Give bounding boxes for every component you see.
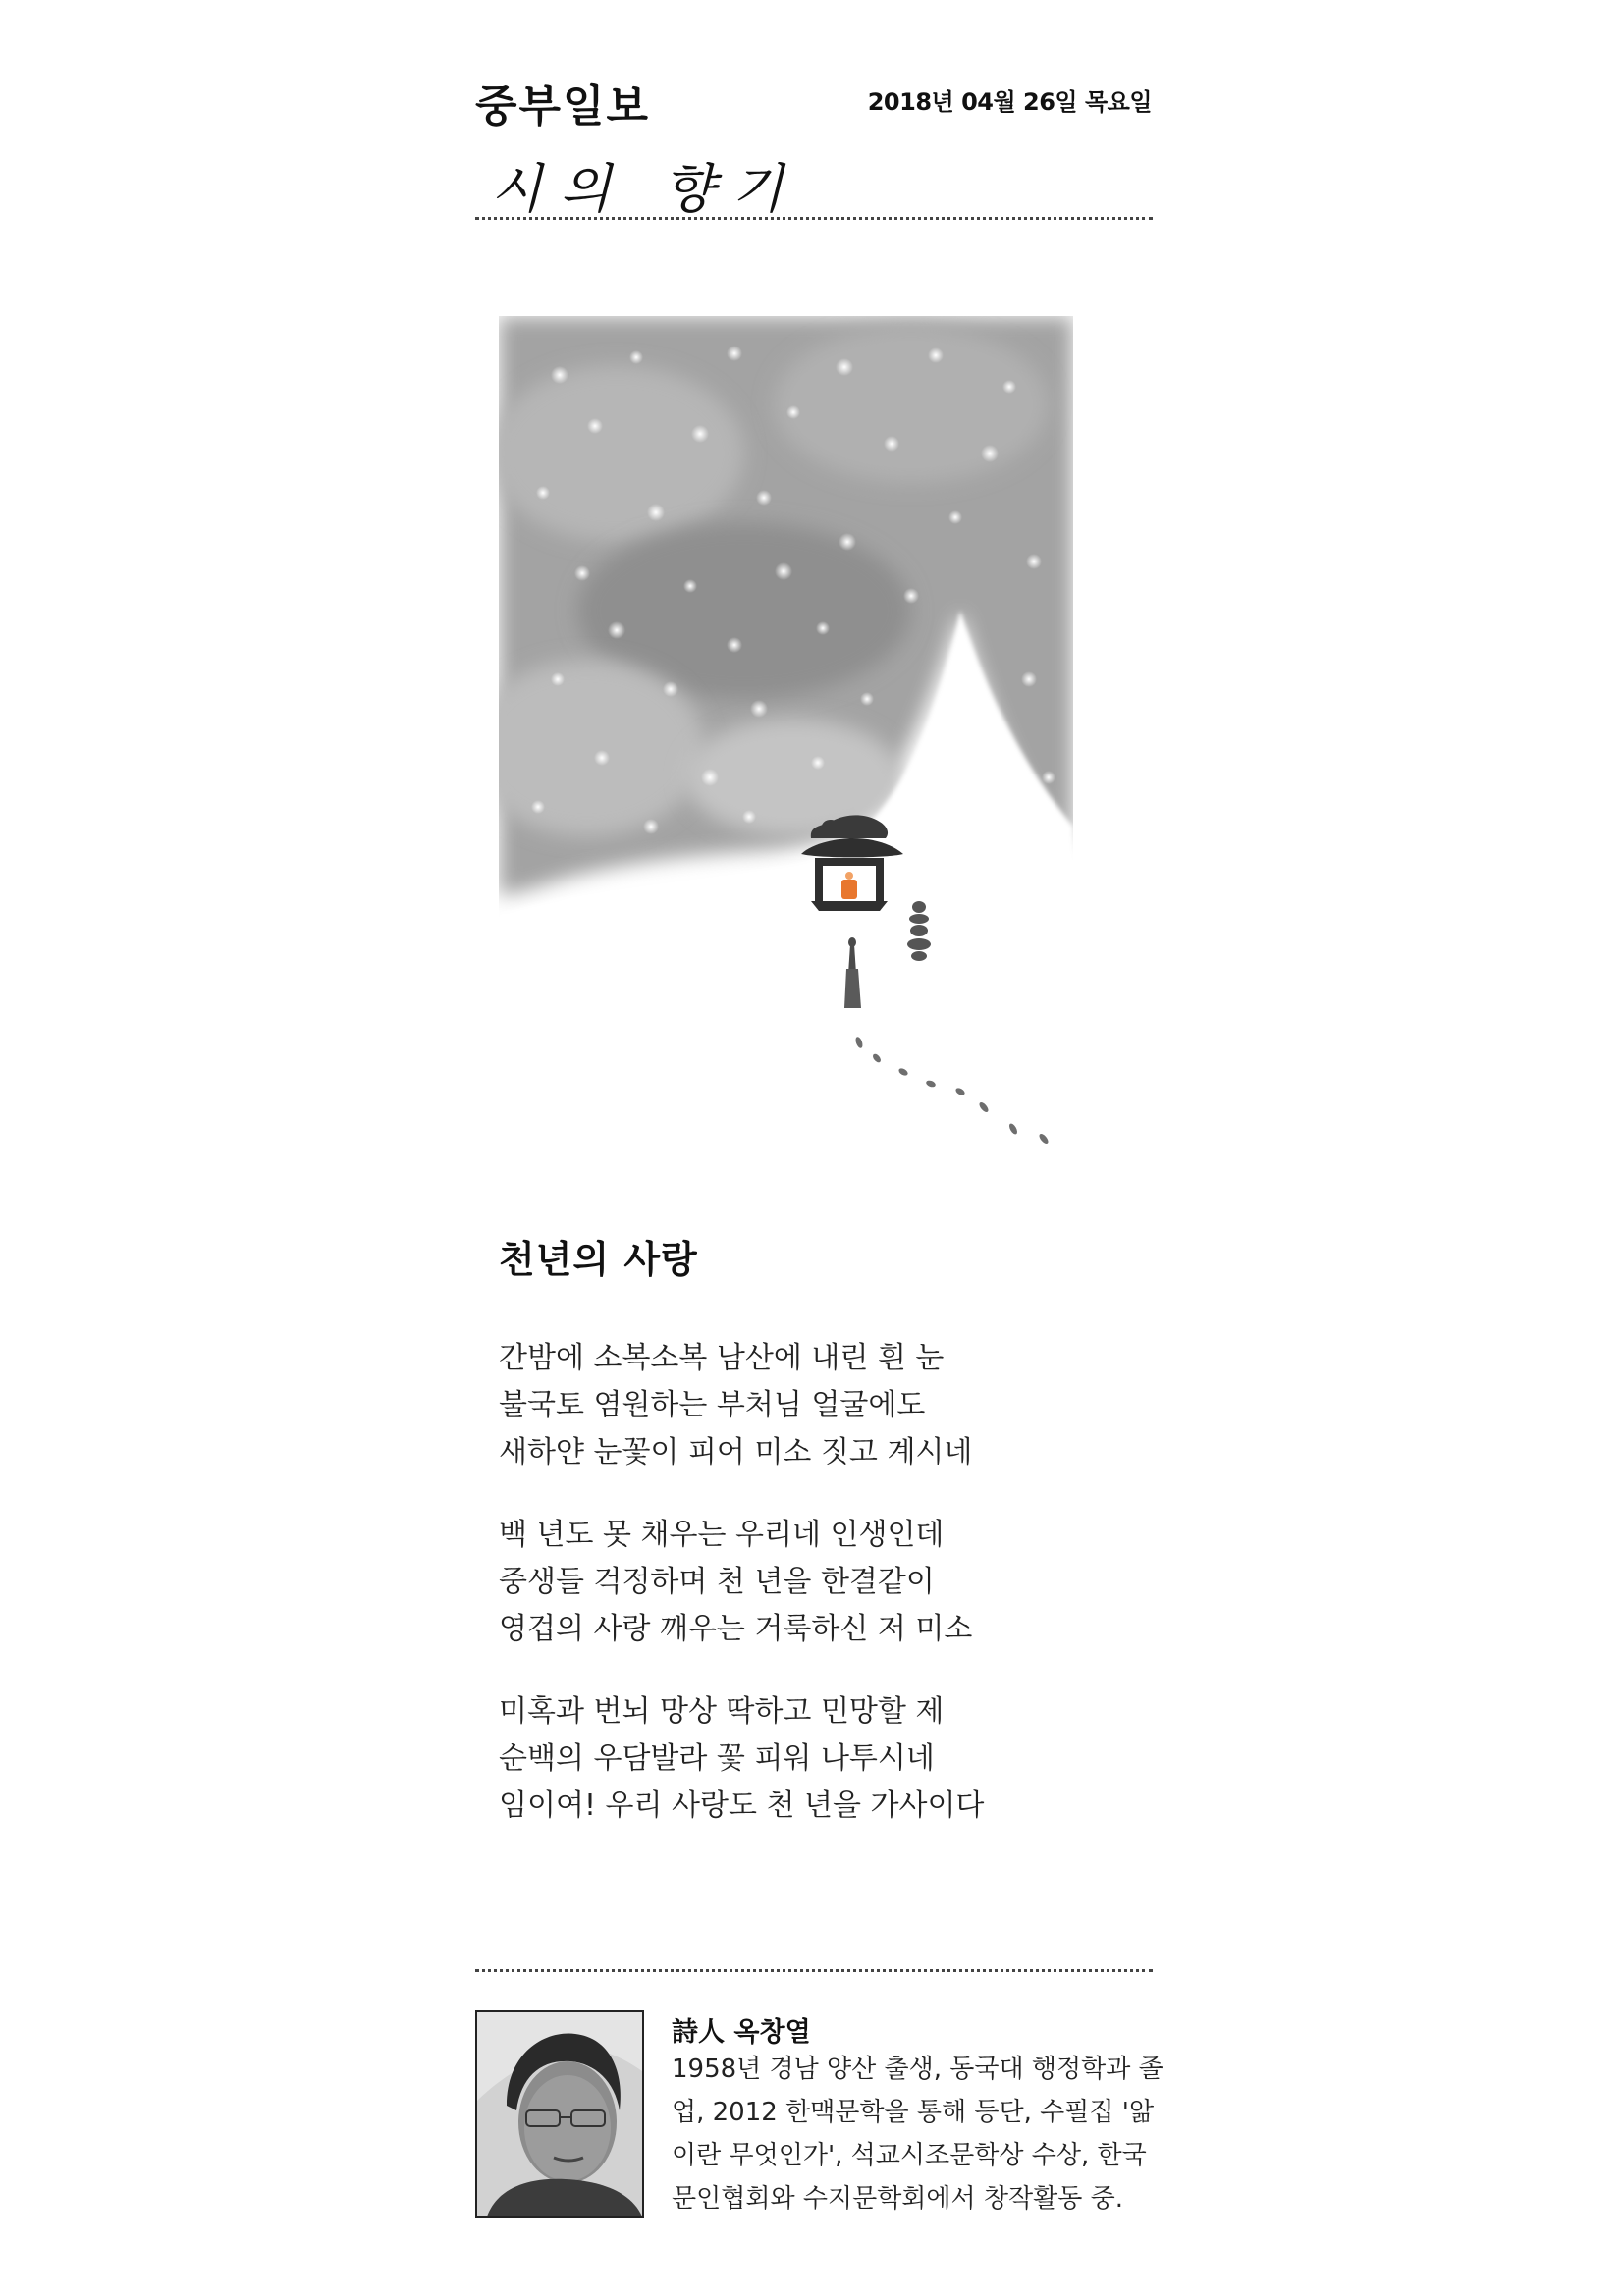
- poem-line: 불국토 염원하는 부처님 얼굴에도: [499, 1388, 926, 1422]
- snow-lantern-illustration: [499, 316, 1073, 1172]
- author-photo: [475, 2010, 644, 2218]
- author-bio-line: 이란 무엇인가', 석교시조문학상 수상, 한국: [672, 2141, 1147, 2170]
- poem-stanza-1: [499, 1335, 1108, 1476]
- newspaper-name: 중부일보: [475, 81, 651, 132]
- author-bio: [672, 2048, 1163, 2220]
- poem-line: 임이여! 우리 사랑도 천 년을 가사이다: [499, 1789, 985, 1823]
- section-title: 시의 향기: [491, 158, 801, 220]
- poem-stanza-3: [499, 1688, 1108, 1830]
- poem-title: 천년의 사랑: [499, 1237, 698, 1281]
- bottom-divider: [475, 1969, 1153, 1972]
- author-name: 詩人 옥창열: [672, 2017, 811, 2048]
- top-divider: [475, 217, 1153, 220]
- author-bio-line: 1958년 경남 양산 출생, 동국대 행정학과 졸: [672, 2055, 1163, 2084]
- publication-date: 2018년 04월 26일 목요일: [867, 88, 1152, 116]
- author-bio-line: 업, 2012 한맥문학을 통해 등단, 수필집 '앎: [672, 2098, 1155, 2127]
- poem-line: 영겁의 사랑 깨우는 거룩하신 저 미소: [499, 1612, 973, 1646]
- poem-line: 새하얀 눈꽃이 피어 미소 짓고 계시네: [499, 1435, 973, 1469]
- poem-line: 간밤에 소복소복 남산에 내린 흰 눈: [499, 1341, 945, 1375]
- poem-line: 순백의 우담발라 꽃 피워 나투시네: [499, 1741, 935, 1776]
- poem-stanza-2: [499, 1512, 1108, 1653]
- author-bio-line: 문인협회와 수지문학회에서 창작활동 중.: [672, 2184, 1124, 2214]
- poem-line: 백 년도 못 채우는 우리네 인생인데: [499, 1518, 945, 1552]
- poem-line: 미혹과 번뇌 망상 딱하고 민망할 제: [499, 1694, 945, 1729]
- poem-line: 중생들 걱정하며 천 년을 한결같이: [499, 1565, 935, 1599]
